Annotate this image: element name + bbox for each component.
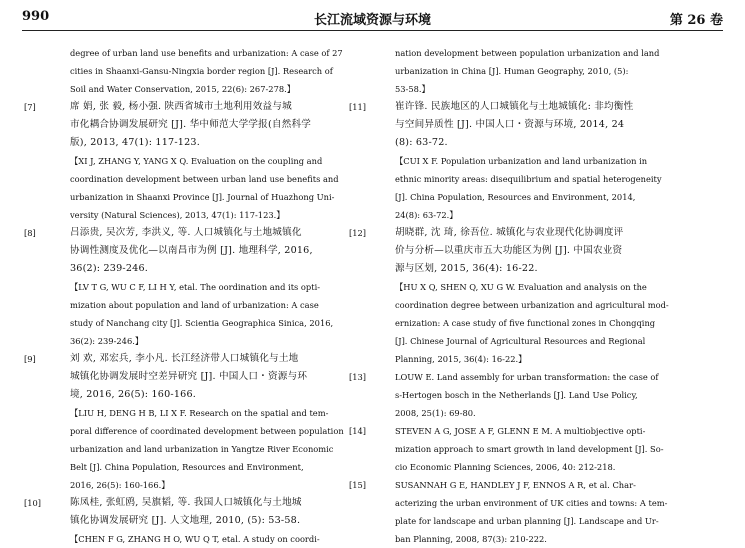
references-left-column bbox=[24, 44, 370, 548]
reference-line: 胡晓群, 沈 琦, 徐吾位. 城镇化与农业现代化协调度评 bbox=[395, 227, 624, 238]
reference-line: coordination development between urban land use benefits and bbox=[70, 174, 339, 184]
reference-entry bbox=[395, 44, 695, 98]
reference-line: 源与区划, 2015, 36(4): 16-22. bbox=[395, 263, 538, 274]
reference-line: 【XI J, ZHANG Y, YANG X Q. Evaluation on the coupling and bbox=[70, 156, 323, 166]
reference-line: urbanization in Shaanxi Province [J]. Journal of Huazhong Uni- bbox=[70, 192, 335, 202]
reference-number: [9] bbox=[24, 354, 36, 364]
reference-line: 【LV T G, WU C F, LI H Y, etal. The oordination and its opti- bbox=[70, 282, 321, 292]
reference-line: Soil and Water Conservation, 2015, 22(6): 267-278.】 bbox=[70, 84, 296, 94]
reference-number: [11] bbox=[349, 102, 367, 112]
reference-line: 36(2): 239-246.】 bbox=[70, 336, 144, 346]
reference-line: STEVEN A G, JOSE A F, GLENN E M. A multiobjective opti- bbox=[395, 426, 646, 436]
reference-line: 镇化协调发展研究 [J]. 人文地理, 2010, (5): 53-58. bbox=[70, 515, 301, 526]
reference-line: 24(8): 63-72.】 bbox=[395, 210, 458, 220]
reference-line: versity (Natural Sciences), 2013, 47(1): 117-123.】 bbox=[70, 210, 285, 220]
reference-entry bbox=[349, 224, 695, 368]
reference-line: 价与分析—以重庆市五大功能区为例 [J]. 中国农业资 bbox=[395, 245, 623, 256]
journal-title: 长江流域资源与环境 bbox=[313, 13, 431, 28]
reference-line: 席 娟, 张 毅, 杨小强. 陕西省城市土地利用效益与城 bbox=[70, 101, 292, 112]
reference-line: 陈凤桂, 张虹鸥, 吴旗韬, 等. 我国人口城镇化与土地城 bbox=[70, 497, 302, 508]
reference-entry bbox=[70, 44, 370, 98]
reference-entry bbox=[349, 422, 695, 476]
reference-line: ban Planning, 2008, 87(3): 210-222. bbox=[395, 534, 547, 544]
reference-line: [J]. Chinese Journal of Agricultural Resources and Regional bbox=[395, 336, 646, 346]
reference-line: 协调性测度及优化—以南昌市为例 [J]. 地理科学, 2016, bbox=[70, 245, 313, 256]
reference-entry bbox=[349, 476, 695, 548]
reference-line: 【CUI X F. Population urbanization and land urbanization in bbox=[395, 156, 648, 166]
header-rule bbox=[22, 30, 723, 31]
reference-number: [12] bbox=[349, 228, 367, 238]
reference-entry bbox=[24, 494, 370, 548]
reference-line: ernization: A case study of five functional zones in Chongqing bbox=[395, 318, 656, 328]
reference-number: [8] bbox=[24, 228, 36, 238]
reference-line: cities in Shaanxi-Gansu-Ningxia border region [J]. Research of bbox=[70, 66, 333, 76]
reference-line: 城镇化协调发展时空差异研究 [J]. 中国人口・资源与环 bbox=[70, 371, 308, 382]
reference-line: 境, 2016, 26(5): 160-166. bbox=[70, 389, 197, 400]
references-right-column bbox=[349, 44, 695, 548]
reference-entry bbox=[24, 98, 370, 224]
reference-line: nation development between population urbanization and land bbox=[395, 48, 660, 58]
reference-line: LOUW E. Land assembly for urban transformation: the case of bbox=[395, 372, 659, 382]
reference-line: 版), 2013, 47(1): 117-123. bbox=[70, 137, 200, 148]
reference-line: study of Nanchang city [J]. Scientia Geographica Sinica, 2016, bbox=[70, 318, 334, 328]
reference-line: mization approach to smart growth in land development [J]. So- bbox=[395, 444, 664, 454]
reference-line: 2008, 25(1): 69-80. bbox=[395, 408, 476, 418]
reference-number: [7] bbox=[24, 102, 36, 112]
reference-line: ethnic minority areas: disequilibrium and spatial heterogeneity bbox=[395, 174, 662, 184]
volume-label: 第 26 卷 bbox=[669, 13, 723, 28]
reference-line: 【HU X Q, SHEN Q, XU G W. Evaluation and analysis on the bbox=[395, 282, 647, 292]
reference-line: degree of urban land use benefits and urbanization: A case of 27 bbox=[70, 48, 343, 58]
reference-line: 市化耦合协调发展研究 [J]. 华中师范大学学报(自然科学 bbox=[70, 119, 312, 130]
reference-line: SUSANNAH G E, HANDLEY J F, ENNOS A R, et al. Char- bbox=[395, 480, 636, 490]
reference-line: cio Economic Planning Sciences, 2006, 40: 212-218. bbox=[395, 462, 616, 472]
reference-entry bbox=[349, 368, 695, 422]
page-header bbox=[22, 6, 723, 28]
page-number: 990 bbox=[22, 9, 50, 24]
reference-line: 与空间异质性 [J]. 中国人口・资源与环境, 2014, 24 bbox=[395, 119, 625, 130]
reference-line: Belt [J]. China Population, Resources and Environment, bbox=[70, 462, 304, 472]
reference-line: 2016, 26(5): 160-166.】 bbox=[70, 480, 170, 490]
reference-line: 36(2): 239-246. bbox=[70, 263, 148, 274]
reference-line: 刘 欢, 邓宏兵, 李小凡. 长江经济带人口城镇化与土地 bbox=[70, 353, 299, 364]
reference-line: mization about population and land of urbanization: A case bbox=[70, 300, 319, 310]
reference-line: (8): 63-72. bbox=[395, 137, 448, 148]
reference-line: s-Hertogen bosch in the Netherlands [J]. Land Use Policy, bbox=[395, 390, 638, 400]
reference-line: 【CHEN F G, ZHANG H O, WU Q T, etal. A study on coordi- bbox=[70, 534, 320, 544]
reference-line: 崔许锋. 民族地区的人口城镇化与土地城镇化: 非均衡性 bbox=[395, 101, 634, 112]
reference-number: [10] bbox=[24, 498, 42, 508]
reference-entry bbox=[24, 350, 370, 494]
reference-line: urbanization in China [J]. Human Geography, 2010, (5): bbox=[395, 66, 629, 76]
reference-line: urbanization and land urbanization in Yangtze River Economic bbox=[70, 444, 334, 454]
reference-number: [15] bbox=[349, 480, 367, 490]
reference-line: coordination degree between urbanization and agricultural mod- bbox=[395, 300, 669, 310]
reference-line: 吕添贵, 吴次芳, 李洪义, 等. 人口城镇化与土地城镇化 bbox=[70, 227, 302, 238]
reference-line: 53-58.】 bbox=[395, 84, 430, 94]
reference-entry bbox=[24, 224, 370, 350]
reference-line: acterizing the urban environment of UK cities and towns: A tem- bbox=[395, 498, 668, 508]
reference-line: [J]. China Population, Resources and Environment, 2014, bbox=[395, 192, 636, 202]
reference-line: plate for landscape and urban planning [J]. Landscape and Ur- bbox=[395, 516, 659, 526]
reference-entry bbox=[349, 98, 695, 224]
reference-line: poral difference of coordinated development between population bbox=[70, 426, 344, 436]
reference-line: 【LIU H, DENG H B, LI X F. Research on the spatial and tem- bbox=[70, 408, 329, 418]
reference-number: [14] bbox=[349, 426, 367, 436]
reference-number: [13] bbox=[349, 372, 367, 382]
reference-line: Planning, 2015, 36(4): 16-22.】 bbox=[395, 354, 527, 364]
